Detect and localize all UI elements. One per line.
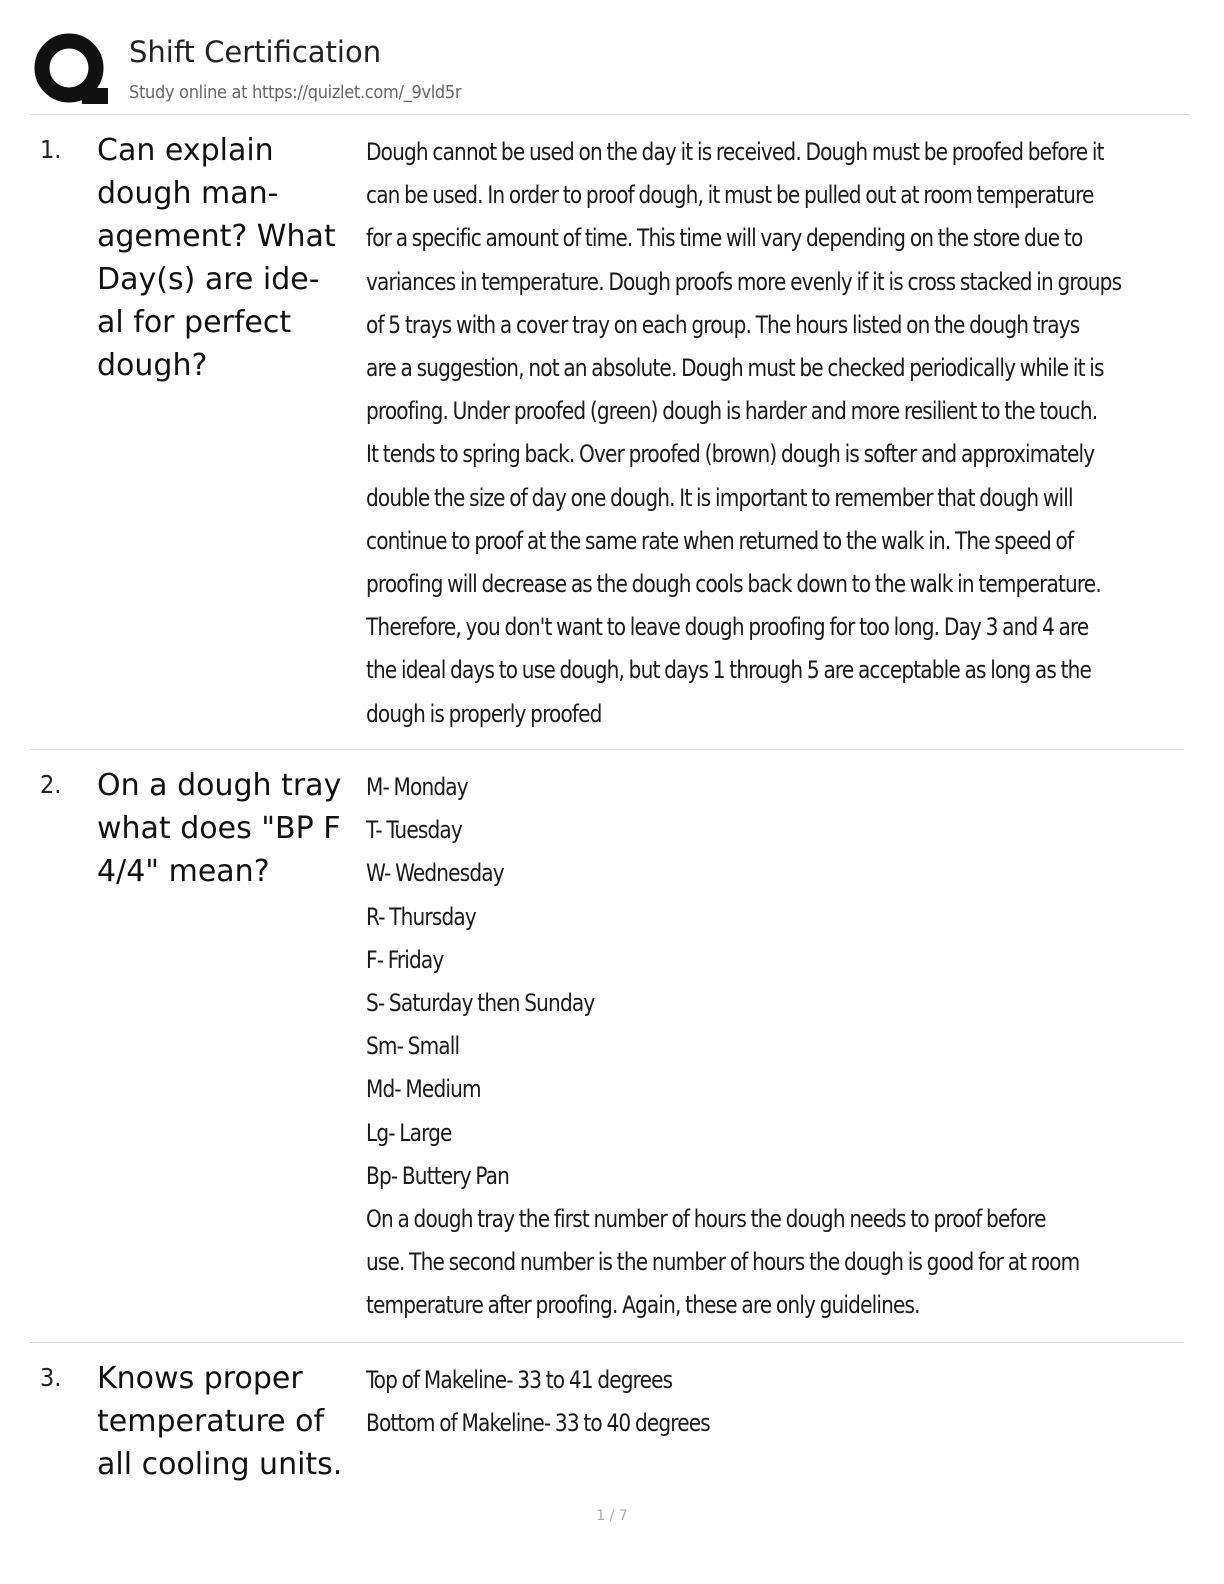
answer-line: double the size of day one dough. It is important to remember that dough will [366,483,1073,512]
page-number: 1 / 7 [596,1508,628,1524]
answer-text [366,131,1129,736]
answer-line: for a specific amount of time. This time will vary depending on the store due to [366,224,1083,253]
answer-line: are a suggestion, not an absolute. Dough must be checked periodically while it is [366,354,1104,383]
answer-line: Sm- Small [366,1032,460,1061]
answer-text [366,1359,1129,1445]
item-number: 2. [40,770,62,799]
question-line: dough? [97,348,208,383]
question-line: Can explain [97,133,274,168]
answer-line: W- Wednesday [366,859,504,888]
answer-line: dough is properly proofed [366,699,602,728]
answer-line: It tends to spring back. Over proofed (brown) dough is softer and approximately [366,440,1095,469]
answer-line: proofing. Under proofed (green) dough is harder and more resilient to the touch. [366,397,1098,426]
question-text [97,129,347,387]
document-title: Shift Certification [129,35,382,69]
answer-line: use. The second number is the number of hours the dough is good for at room [366,1248,1080,1277]
question-line: temperature of [97,1404,325,1439]
study-link[interactable]: Study online at https://quizlet.com/_9vld5r [129,82,462,103]
answer-line: temperature after proofing. Again, these are only guidelines. [366,1291,920,1320]
answer-line: T- Tuesday [366,816,462,845]
qa-item-2 [30,750,1184,1343]
item-number: 1. [40,135,62,164]
answer-line: Md- Medium [366,1075,481,1104]
answer-line: proofing will decrease as the dough cools back down to the walk in temperature. [366,570,1101,599]
answer-line: Bottom of Makeline- 33 to 40 degrees [366,1409,710,1438]
question-line: what does "BP F [97,811,341,846]
answer-line: F- Friday [366,945,444,974]
answer-line: R- Thursday [366,902,476,931]
answer-line: M- Monday [366,773,468,801]
answer-line: Lg- Large [366,1118,452,1147]
question-line: 4/4" mean? [97,854,270,889]
answer-line: continue to proof at the same rate when returned to the walk in. The speed of [366,526,1074,555]
answer-line: variances in temperature. Dough proofs more evenly if it is cross stacked in groups [366,267,1122,296]
answer-line: Top of Makeline- 33 to 41 degrees [366,1366,673,1394]
item-number: 3. [40,1363,62,1392]
answer-line: Bp- Buttery Pan [366,1161,509,1190]
question-line: On a dough tray [97,768,342,803]
answer-text [366,766,1129,1328]
answer-line: On a dough tray the first number of hours the dough needs to proof before [366,1205,1046,1234]
qa-item-1 [30,115,1184,750]
answer-line: of 5 trays with a cover tray on each group. The hours listed on the dough trays [366,310,1080,339]
answer-line: S- Saturday then Sunday [366,989,595,1018]
qa-item-3 [30,1343,1184,1493]
question-text [97,764,347,893]
question-text [97,1357,347,1486]
quizlet-logo-icon [32,32,110,110]
question-line: dough man- [97,176,279,211]
question-line: Day(s) are ide- [97,262,320,297]
page-header [30,30,1190,115]
question-line: all cooling units. [97,1447,343,1482]
answer-line: Therefore, you don't want to leave dough proofing for too long. Day 3 and 4 are [366,613,1089,642]
answer-line: the ideal days to use dough, but days 1 through 5 are acceptable as long as the [366,656,1092,685]
answer-line: can be used. In order to proof dough, it must be pulled out at room temperature [366,181,1094,210]
question-line: Knows proper [97,1361,303,1396]
answer-line: Dough cannot be used on the day it is received. Dough must be proofed before it [366,138,1104,166]
question-line: al for perfect [97,305,292,340]
question-line: agement? What [97,219,336,254]
